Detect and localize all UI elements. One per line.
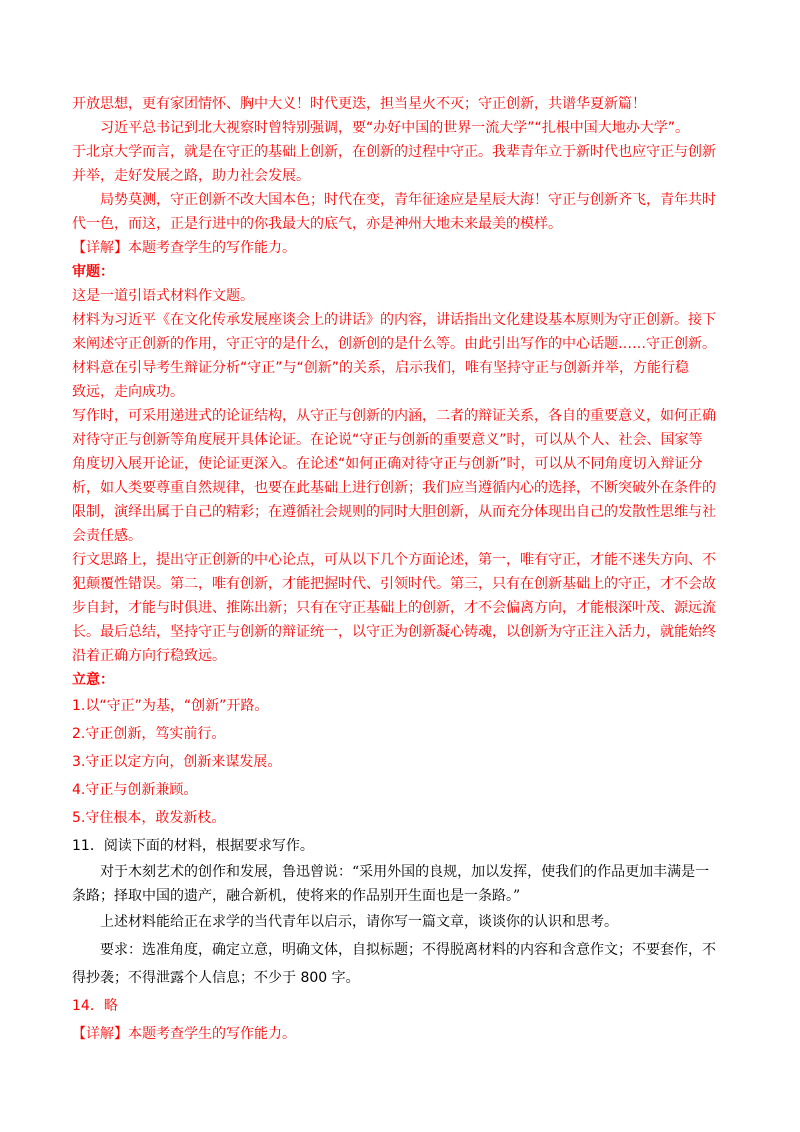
- shenti-line: 这是一道引语式材料作文题。: [72, 288, 254, 304]
- shenti-line: 对待守正与创新等角度展开具体论证。在论说“守正与创新的重要意义”时，可以从个人、社会、国家等: [72, 432, 703, 448]
- question-11-quote-line: 条路；择取中国的遗产，融合新机，使将来的作品别开生面也是一条路。”: [72, 888, 521, 904]
- shenti-line: 限制，演绎出属于自己的精彩；在遵循社会规则的同时大胆创新，从而充分体现出自己的发散性思维与社: [72, 504, 716, 520]
- liyi-heading: 立意：: [72, 672, 114, 688]
- liyi-item: 2.守正创新，笃实前行。: [72, 726, 226, 742]
- liyi-item: 5.守住根本，敢发新枝。: [72, 810, 226, 826]
- detail-label: 【详解】本题考查学生的写作能力。: [72, 240, 296, 256]
- detail-label: 【详解】本题考查学生的写作能力。: [72, 1026, 296, 1042]
- question-11-title: 11．阅读下面的材料，根据要求写作。: [72, 838, 314, 854]
- shenti-line: 材料为习近平《在文化传承发展座谈会上的讲话》的内容，讲话指出文化建设基本原则为守正创新。接下: [72, 312, 716, 328]
- shenti-line: 致远，走向成功。: [72, 384, 184, 400]
- shenti-line: 沿着正确方向行稳致远。: [72, 648, 226, 664]
- shenti-line: 行文思路上，提出守正创新的中心论点，可从以下几个方面论述，第一，唯有守正，才能不迷失方向、不: [72, 552, 716, 568]
- question-11-requirement: 得抄袭；不得泄露个人信息；不少于 800 字。: [72, 970, 360, 986]
- essay-line: 局势莫测，守正创新不改大国本色；时代在变，青年征途应是星辰大海！守正与创新齐飞，青年共时: [100, 192, 716, 208]
- essay-line: 于北京大学而言，就是在守正的基础上创新，在创新的过程中守正。我辈青年立于新时代也应守正与创新: [72, 144, 716, 160]
- shenti-line: 长。最后总结，坚持守正与创新的辩证统一，以守正为创新凝心铸魂，以创新为守正注入活力，就能始终: [72, 624, 716, 640]
- shenti-line: 角度切入展开论证，使论证更深入。在论述“如何正确对待守正与创新”时，可以从不同角度切入辩证分: [72, 456, 703, 472]
- shenti-line: 写作时，可采用递进式的论证结构，从守正与创新的内涵，二者的辩证关系，各自的重要意义，如何正确: [72, 408, 716, 424]
- essay-line: 并举，走好发展之路，助力社会发展。: [72, 168, 310, 184]
- answer-14: 14．略: [72, 998, 118, 1014]
- document-page: [72, 92, 732, 1048]
- liyi-item: 4.守正与创新兼顾。: [72, 782, 198, 798]
- question-11-requirement: 要求：选准角度，确定立意，明确文体，自拟标题；不得脱离材料的内容和含意作文；不要套作，不: [100, 942, 716, 958]
- question-11-quote-line: 对于木刻艺术的创作和发展，鲁迅曾说：“采用外国的良规，加以发挥，使我们的作品更加丰满是一: [100, 864, 710, 880]
- essay-line: 代一色，而这，正是行进中的你我最大的底气，亦是神州大地未来最美的模样。: [72, 216, 562, 232]
- shenti-heading: 审题：: [72, 264, 114, 280]
- essay-line: 习近平总书记到北大视察时曾特别强调，要“办好中国的世界一流大学”“扎根中国大地办大学”。: [100, 120, 690, 136]
- liyi-item: 1.以“守正”为基，“创新”开路。: [72, 698, 269, 714]
- shenti-line: 析，如人类要尊重自然规律，也要在此基础上进行创新；我们应当遵循内心的选择，不断突破外在条件的: [72, 480, 716, 496]
- shenti-line: 会责任感。: [72, 528, 142, 544]
- essay-line: 开放思想，更有家团情怀、胸中大义！时代更迭，担当星火不灭；守正创新，共谱华夏新篇！: [72, 96, 646, 112]
- shenti-line: 步自封，才能与时俱进、推陈出新；只有在守正基础上的创新，才不会偏离方向，才能根深叶茂、源远流: [72, 600, 716, 616]
- question-11-prompt: 上述材料能给正在求学的当代青年以启示，请你写一篇文章，谈谈你的认识和思考。: [100, 914, 618, 930]
- shenti-line: 材料意在引导考生辩证分析“守正”与“创新”的关系，启示我们，唯有坚持守正与创新并举，方能行稳: [72, 360, 690, 376]
- shenti-line: 来阐述守正创新的作用，守正守的是什么，创新创的是什么等。由此引出写作的中心话题……守正创新。: [72, 336, 716, 352]
- liyi-item: 3.守正以定方向，创新来谋发展。: [72, 754, 282, 770]
- shenti-line: 犯颠覆性错误。第二，唯有创新，才能把握时代、引领时代。第三，只有在创新基础上的守正，才不会故: [72, 576, 716, 592]
